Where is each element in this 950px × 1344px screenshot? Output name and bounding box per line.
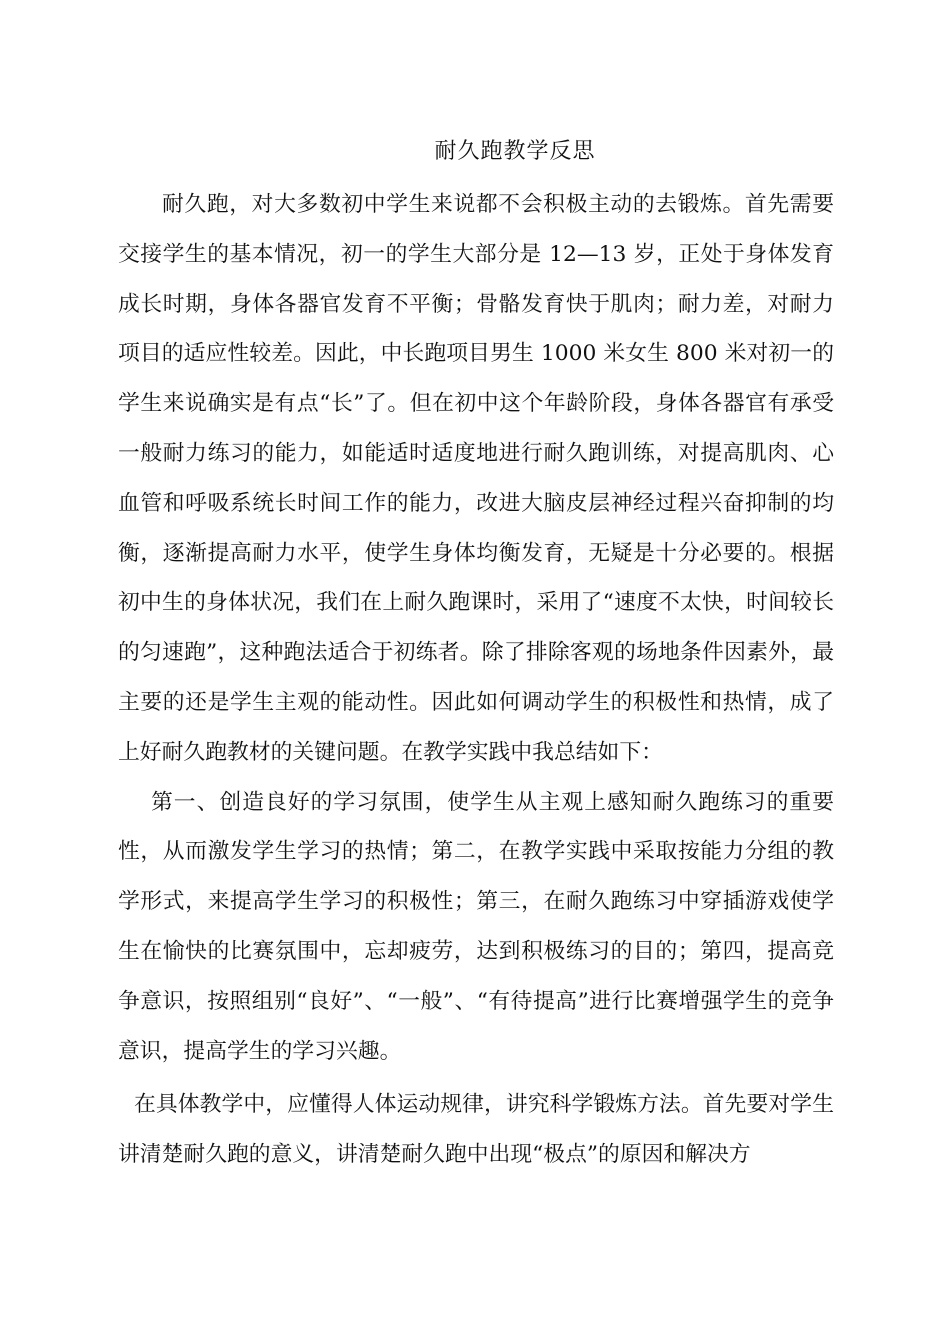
paragraph-intro: 耐久跑，对大多数初中学生来说都不会积极主动的去锻炼。首先需要交接学生的基本情况，初一的学生大部分是 12—13 岁，正处于身体发育成长时期，身体各器官发育不平衡；骨骼发育快于肌肉；耐力差，对耐力项目的适应性较差。因此，中长跑项目男生 1000 米女生 800 米对初一的学生来说确实是有点“长”了。但在初中这个年龄阶段，身体各器官有承受一般耐力练习的能力，如能适时适度地进行耐久跑训练，对提高肌肉、心血管和呼吸系统长时间工作的能力，改进大脑皮层神经过程兴奋抑制的均衡，逐渐提高耐力水平，使学生身体均衡发育，无疑是十分必要的。根据初中生的身体状况，我们在上耐久跑课时，采用了“速度不太快，时间较长的匀速跑”，这种跑法适合于初练者。除了排除客观的场地条件因素外，最主要的还是学生主观的能动性。因此如何调动学生的积极性和热情，成了上好耐久跑教材的关键问题。在教学实践中我总结如下： — [118, 192, 834, 765]
paragraph-methods: 第一、创造良好的学习氛围，使学生从主观上感知耐久跑练习的重要性，从而激发学生学习的热情；第二，在教学实践中采取按能力分组的教学形式，来提高学生学习的积极性；第三，在耐久跑练习中穿插游戏使学生在愉快的比赛氛围中，忘却疲劳，达到积极练习的目的；第四，提高竞争意识，按照组别“良好”、“一般”、“有待提高”进行比赛增强学生的竞争意识，提高学生的学习兴趣。 — [118, 789, 834, 1064]
document-title: 耐久跑教学反思 — [434, 139, 596, 164]
document-body — [118, 180, 834, 1180]
paragraph-teaching: 在具体教学中，应懂得人体运动规律，讲究科学锻炼方法。首先要对学生讲清楚耐久跑的意义，讲清楚耐久跑中出现“极点”的原因和解决方 — [118, 1092, 834, 1168]
